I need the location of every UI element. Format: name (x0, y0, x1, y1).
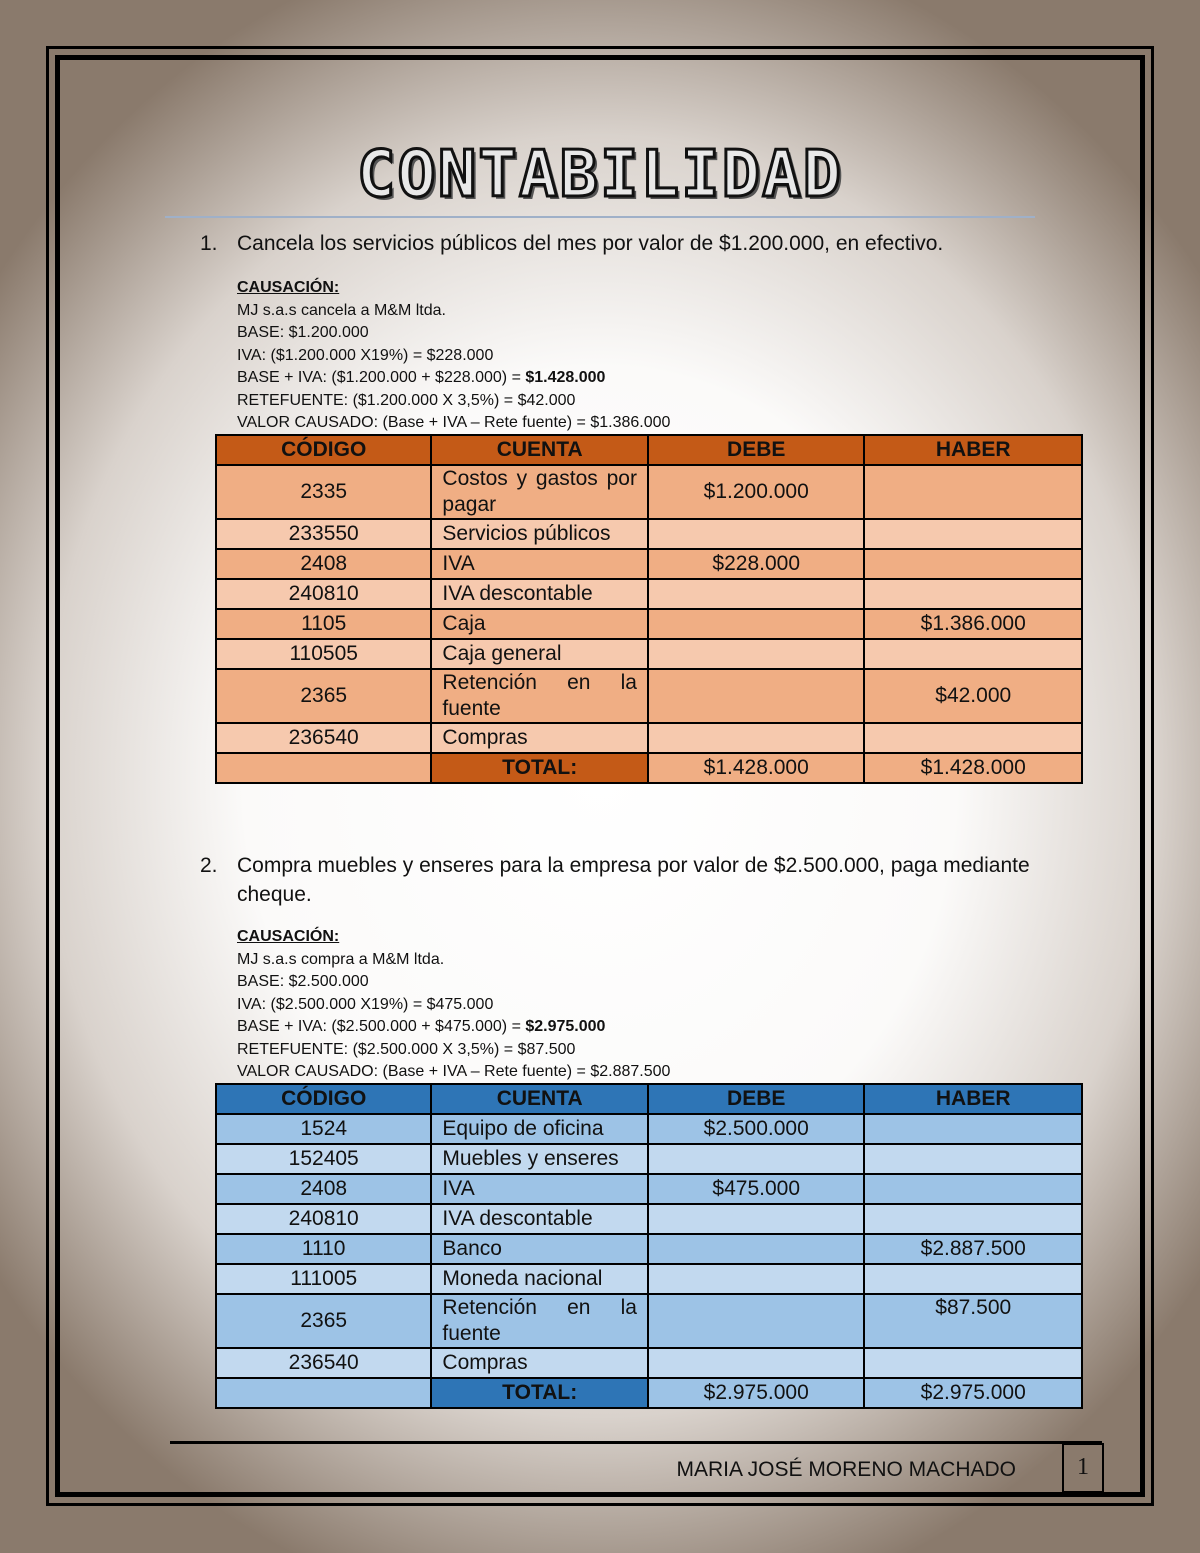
cell-debe: $1.200.000 (648, 465, 865, 519)
cell-codigo: 1105 (216, 609, 431, 639)
cell-codigo: 1110 (216, 1234, 431, 1264)
table-row (216, 465, 1082, 519)
cell-haber (864, 723, 1082, 753)
cell-haber (864, 639, 1082, 669)
cell-cuenta: Muebles y enseres (431, 1144, 648, 1174)
cell-debe: $2.500.000 (648, 1114, 865, 1144)
cell-cuenta: IVA (431, 549, 648, 579)
cell-debe (648, 1294, 865, 1348)
total-debe: $2.975.000 (648, 1378, 865, 1408)
cell-haber: $42.000 (864, 669, 1082, 723)
causacion-valor: VALOR CAUSADO: (Base + IVA – Rete fuente) = $1.386.000 (237, 414, 671, 431)
cell-debe (648, 609, 865, 639)
table-row (216, 579, 1082, 609)
cell-debe (648, 1204, 865, 1234)
cell-debe: $228.000 (648, 549, 865, 579)
causacion-base-iva (237, 367, 1037, 390)
entry-text: Cancela los servicios públicos del mes por valor de $1.200.000, en efectivo. (237, 232, 944, 255)
total-haber: $2.975.000 (864, 1378, 1082, 1408)
causacion-base-iva (237, 1016, 1037, 1039)
total-empty-cell (216, 753, 431, 783)
cell-codigo: 2365 (216, 1294, 431, 1348)
table-row (216, 1114, 1082, 1144)
table-row (216, 609, 1082, 639)
header-debe: DEBE (648, 435, 865, 465)
cell-codigo: 2335 (216, 465, 431, 519)
total-label: TOTAL: (431, 1378, 648, 1408)
entry-number: 2. (200, 854, 218, 877)
cell-codigo: 233550 (216, 519, 431, 549)
total-empty-cell (216, 1378, 431, 1408)
table-row (216, 1204, 1082, 1234)
cell-codigo: 240810 (216, 579, 431, 609)
causacion-valor: VALOR CAUSADO: (Base + IVA – Rete fuente) = $2.887.500 (237, 1063, 671, 1080)
causacion-heading: CAUSACIÓN: (237, 279, 340, 296)
table-row (216, 1234, 1082, 1264)
entry-text: Compra muebles y enseres para la empresa por valor de $2.500.000, paga mediante cheque. (237, 854, 1030, 906)
ledger-table-1 (215, 434, 1083, 784)
cell-cuenta: Banco (431, 1234, 648, 1264)
cell-codigo: 111005 (216, 1264, 431, 1294)
table-row (216, 549, 1082, 579)
cell-debe (648, 669, 865, 723)
cell-cuenta: IVA (431, 1174, 648, 1204)
causacion-base: BASE: $1.200.000 (237, 324, 369, 341)
header-haber: HABER (864, 435, 1082, 465)
cell-debe (648, 723, 865, 753)
cell-codigo: 236540 (216, 723, 431, 753)
cell-debe (648, 1144, 865, 1174)
header-debe: DEBE (648, 1084, 865, 1114)
cell-cuenta: Retención en la fuente (431, 1294, 648, 1348)
causacion-base: BASE: $2.500.000 (237, 973, 369, 990)
cell-haber (864, 465, 1082, 519)
table-header-row (216, 1084, 1082, 1114)
causacion-block (237, 926, 1037, 1084)
cell-debe (648, 1348, 865, 1378)
header-cuenta: CUENTA (431, 435, 648, 465)
cell-codigo: 152405 (216, 1144, 431, 1174)
causacion-retefuente: RETEFUENTE: ($1.200.000 X 3,5%) = $42.000 (237, 391, 576, 409)
footer-author: MARIA JOSÉ MORENO MACHADO (676, 1458, 1016, 1481)
header-codigo: CÓDIGO (216, 435, 431, 465)
cell-haber (864, 579, 1082, 609)
cell-cuenta: Caja (431, 609, 648, 639)
causacion-retefuente: RETEFUENTE: ($2.500.000 X 3,5%) = $87.500 (237, 1040, 576, 1058)
causacion-description: MJ s.a.s compra a M&M ltda. (237, 950, 445, 968)
causacion-iva: IVA: ($1.200.000 X19%) = $228.000 (237, 346, 494, 364)
cell-codigo: 110505 (216, 639, 431, 669)
cell-cuenta: Moneda nacional (431, 1264, 648, 1294)
cell-debe (648, 579, 865, 609)
header-codigo: CÓDIGO (216, 1084, 431, 1114)
total-debe: $1.428.000 (648, 753, 865, 783)
base-iva-formula: BASE + IVA: ($2.500.000 + $475.000) = (237, 1018, 526, 1035)
header-haber: HABER (864, 1084, 1082, 1114)
cell-haber (864, 1174, 1082, 1204)
total-haber: $1.428.000 (864, 753, 1082, 783)
table-row (216, 669, 1082, 723)
footer-divider (170, 1441, 1102, 1444)
total-label: TOTAL: (431, 753, 648, 783)
cell-cuenta: Servicios públicos (431, 519, 648, 549)
causacion-iva: IVA: ($2.500.000 X19%) = $475.000 (237, 995, 494, 1013)
cell-cuenta: Retención en la fuente (431, 669, 648, 723)
base-iva-total: $1.428.000 (525, 369, 606, 386)
cell-codigo: 240810 (216, 1204, 431, 1234)
table-row (216, 639, 1082, 669)
ledger-table-2 (215, 1083, 1083, 1409)
cell-haber: $87.500 (864, 1294, 1082, 1348)
entry-number: 1. (200, 232, 218, 255)
table-header-row (216, 435, 1082, 465)
title-divider (165, 216, 1035, 218)
total-row (216, 1378, 1082, 1408)
cell-haber (864, 519, 1082, 549)
cell-cuenta: Caja general (431, 639, 648, 669)
cell-codigo: 1524 (216, 1114, 431, 1144)
cell-debe (648, 639, 865, 669)
table-row (216, 519, 1082, 549)
cell-debe: $475.000 (648, 1174, 865, 1204)
cell-debe (648, 519, 865, 549)
cell-cuenta: Compras (431, 1348, 648, 1378)
base-iva-formula: BASE + IVA: ($1.200.000 + $228.000) = (237, 369, 526, 386)
cell-haber (864, 1348, 1082, 1378)
cell-cuenta: IVA descontable (431, 1204, 648, 1234)
cell-codigo: 2365 (216, 669, 431, 723)
cell-haber: $2.887.500 (864, 1234, 1082, 1264)
causacion-heading: CAUSACIÓN: (237, 928, 340, 945)
table-row (216, 1294, 1082, 1348)
cell-cuenta: IVA descontable (431, 579, 648, 609)
cell-codigo: 2408 (216, 1174, 431, 1204)
cell-codigo: 2408 (216, 549, 431, 579)
cell-debe (648, 1264, 865, 1294)
table-row (216, 723, 1082, 753)
page-title: CONTABILIDAD (356, 138, 844, 212)
table-row (216, 1348, 1082, 1378)
total-row (216, 753, 1082, 783)
cell-haber (864, 549, 1082, 579)
cell-cuenta: Costos y gastos por pagar (431, 465, 648, 519)
cell-haber (864, 1264, 1082, 1294)
cell-cuenta: Equipo de oficina (431, 1114, 648, 1144)
header-cuenta: CUENTA (431, 1084, 648, 1114)
causacion-block (237, 277, 1037, 435)
base-iva-total: $2.975.000 (525, 1018, 606, 1035)
cell-haber: $1.386.000 (864, 609, 1082, 639)
cell-codigo: 236540 (216, 1348, 431, 1378)
page-number: 1 (1062, 1443, 1104, 1493)
cell-haber (864, 1144, 1082, 1174)
cell-debe (648, 1234, 865, 1264)
cell-haber (864, 1114, 1082, 1144)
causacion-description: MJ s.a.s cancela a M&M ltda. (237, 301, 446, 319)
cell-haber (864, 1204, 1082, 1234)
table-row (216, 1264, 1082, 1294)
table-row (216, 1174, 1082, 1204)
cell-cuenta: Compras (431, 723, 648, 753)
table-row (216, 1144, 1082, 1174)
